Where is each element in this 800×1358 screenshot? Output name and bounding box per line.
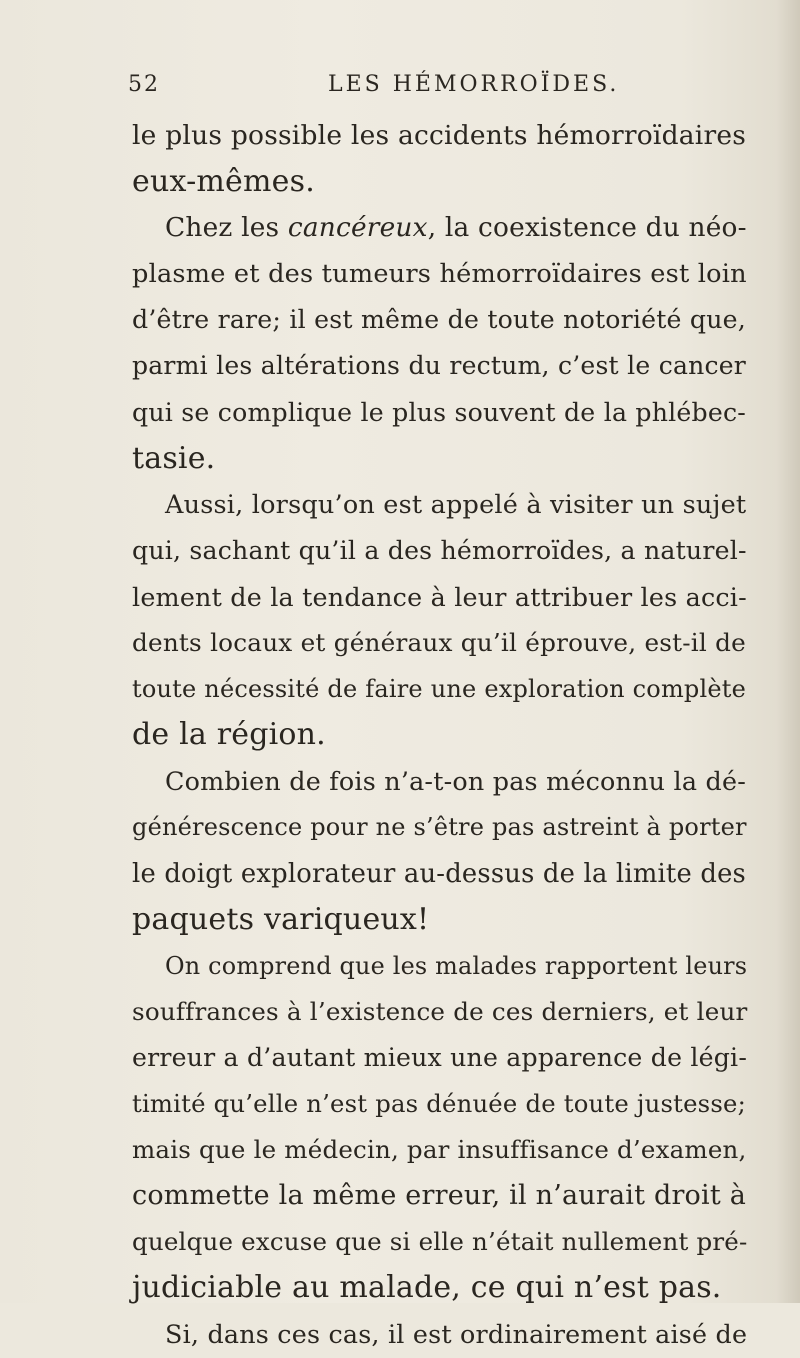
text-line: souffrances à l’existence de ces derniers, et leur	[132, 996, 748, 1026]
text-line: tasie.	[132, 440, 216, 476]
text-line: timité qu’elle n’est pas dénuée de toute justesse;	[132, 1088, 746, 1118]
text-line: quelque excuse que si elle n’était nullement pré-	[132, 1227, 748, 1257]
text-line: qui se complique le plus souvent de la phlébec-	[132, 397, 746, 427]
text-line: Combien de fois n’a-t-on pas méconnu la dé-	[165, 766, 746, 797]
page-number: 52	[128, 72, 160, 97]
text-line: parmi les altérations du rectum, c’est le cancer	[132, 351, 746, 381]
text-line: toute nécessité de faire une exploration complète	[132, 675, 746, 704]
text-line: mais que le médecin, par insuffisance d’examen,	[132, 1135, 747, 1165]
text-line: erreur a d’autant mieux une apparence de légi-	[132, 1042, 748, 1072]
text-line: Si, dans ces cas, il est ordinairement aisé de	[165, 1319, 748, 1350]
running-title: LES HÉMORROÏDES.	[328, 72, 620, 97]
text-line: de la région.	[132, 717, 326, 753]
text-line: commette la même erreur, il n’aurait droit à	[132, 1180, 746, 1212]
text-line: Chez les cancéreux, la coexistence du néo-	[165, 212, 747, 244]
text-line: d’être rare; il est même de toute notoriété que,	[132, 305, 746, 335]
text-line: lement de la tendance à leur attribuer les acci-	[132, 581, 747, 612]
text-line: générescence pour ne s’être pas astreint à porter	[132, 813, 747, 842]
text-line: dents locaux et généraux qu’il éprouve, est-il de	[132, 628, 746, 658]
text-line: eux-mêmes.	[132, 164, 315, 200]
text-line: judiciable au malade, ce qui n’est pas.	[132, 1270, 722, 1306]
italic-phrase: cancéreux	[287, 212, 428, 244]
text-line: On comprend que les malades rapportent leurs	[165, 951, 748, 980]
body-text	[132, 113, 746, 1358]
text-line: le doigt explorateur au-dessus de la limite des	[132, 858, 746, 889]
running-head	[128, 72, 688, 102]
text-line: Aussi, lorsqu’on est appelé à visiter un sujet	[165, 489, 747, 520]
text-line: qui, sachant qu’il a des hémorroïdes, a naturel-	[132, 535, 747, 565]
text-line: plasme et des tumeurs hémorroïdaires est loin	[132, 259, 747, 290]
text-line: le plus possible les accidents hémorroïdaires	[132, 120, 746, 151]
text-line: paquets variqueux!	[132, 901, 430, 937]
